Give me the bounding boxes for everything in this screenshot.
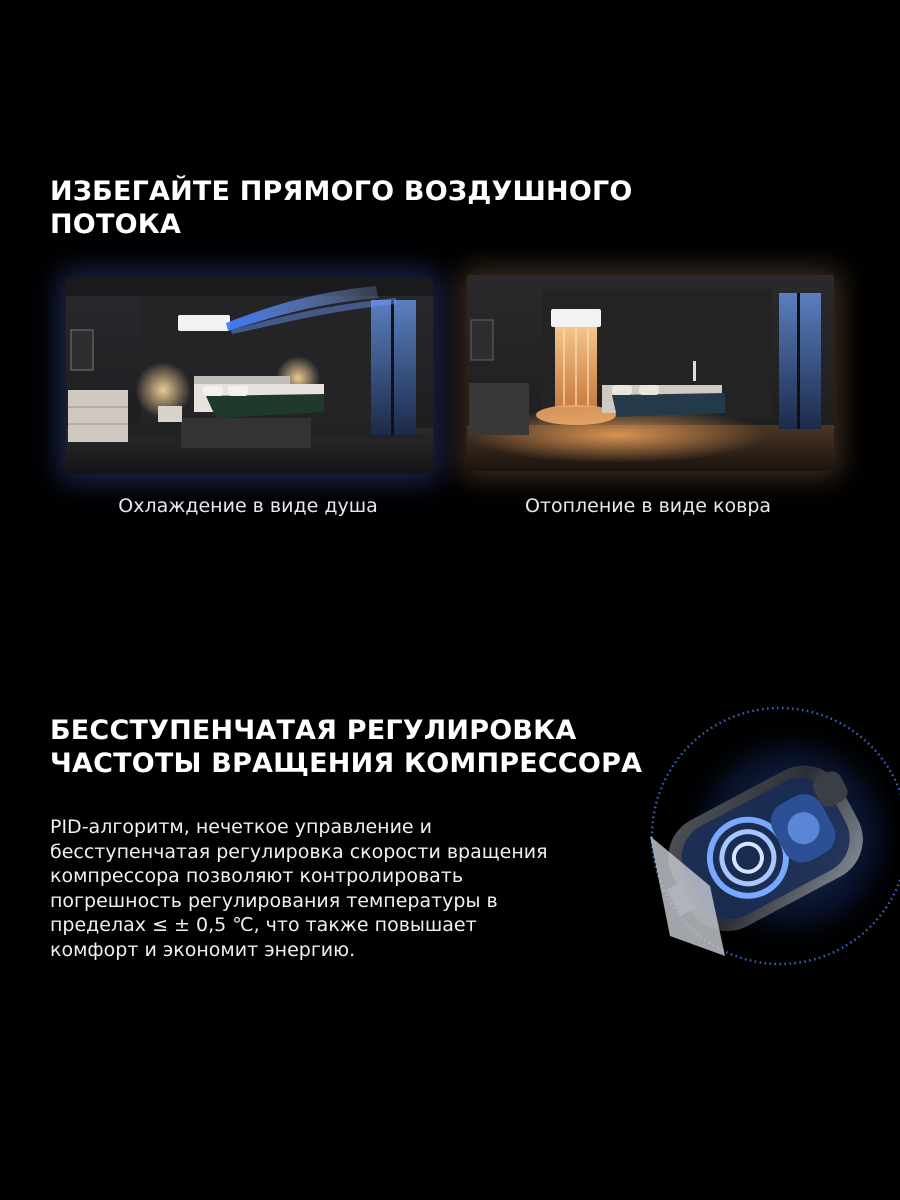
heading-line: ПОТОКА xyxy=(50,209,182,240)
cooling-caption: Охлаждение в виде душа xyxy=(118,495,378,517)
compressor-description: PID-алгоритм, нечеткое управление и бесступенчатая регулировка скорости вращения компрессора позволяют контролировать погрешность регулирования температуры в пределах ≤ ± 0,5 ℃, что также повышает комфорт и экономит энергию. xyxy=(50,816,548,961)
heating-caption: Отопление в виде ковра xyxy=(524,495,772,517)
section-heading-compressor xyxy=(50,714,642,780)
compressor-image xyxy=(630,686,900,986)
section-heading-airflow xyxy=(50,175,633,241)
heading-line: ЧАСТОТЫ ВРАЩЕНИЯ КОМПРЕССОРА xyxy=(50,748,643,779)
heading-line: БЕССТУПЕНЧАТАЯ РЕГУЛИРОВКА xyxy=(50,715,577,746)
heating-bedroom-image xyxy=(467,275,834,471)
heading-line: ИЗБЕГАЙТЕ ПРЯМОГО ВОЗДУШНОГО xyxy=(50,176,633,207)
cooling-bedroom-image xyxy=(66,278,433,474)
